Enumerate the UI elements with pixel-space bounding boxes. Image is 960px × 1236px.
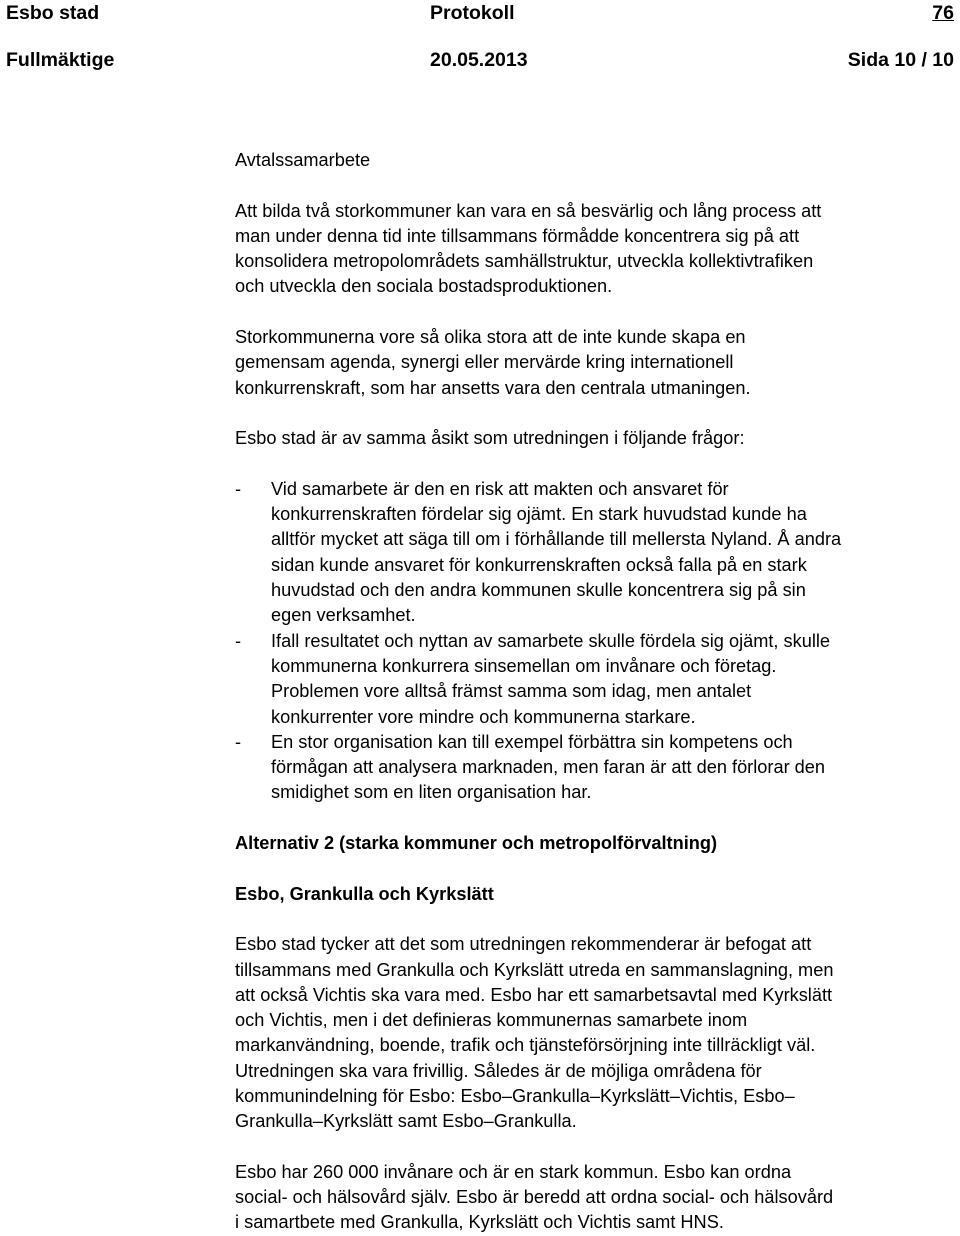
paragraph-line: kommunindelning för Esbo: Esbo–Grankulla–Kyrkslätt–Vichtis, Esbo– [235,1085,795,1106]
header-page-count: Sida 10 / 10 [847,49,954,71]
paragraph-line: man under denna tid inte tillsammans förmådde koncentrera sig på att [235,225,800,246]
bullet-item [235,730,960,806]
section-heading-alternativ-2: Alternativ 2 (starka kommuner och metropolförvaltning) [235,833,718,854]
paragraph-2 [235,325,960,401]
paragraph-line: i samartbete med Grankulla, Kyrkslätt och Vichtis samt HNS. [235,1212,724,1233]
paragraph-line: Storkommunerna vore så olika stora att de inte kunde skapa en [235,327,746,348]
bullet-line: En stor organisation kan till exempel förbättra sin kompetens och [271,731,793,752]
bullet-line: smidighet som en liten organisation har. [271,782,592,803]
document-header-row-1 [0,0,960,26]
paragraph-1 [235,199,960,300]
bullet-line: Problemen vore alltså främst samma som idag, men antalet [271,681,752,702]
paragraph-3: Esbo stad är av samma åsikt som utredningen i följande frågor: [235,428,745,449]
bullet-line: konkurrenskraften fördelar sig ojämt. En stark huvudstad kunde ha [271,504,807,525]
bullet-item [235,629,960,730]
bullet-line: huvudstad och den andra kommunen skulle koncentrera sig på sin [271,580,806,601]
bullet-line: Vid samarbete är den en risk att makten och ansvaret för [271,478,729,499]
paragraph-5 [235,1160,960,1236]
paragraph-line: Att bilda två storkommuner kan vara en så besvärlig och lång process att [235,200,822,221]
document-header-row-2 [0,47,960,73]
bullet-line: alltför mycket att säga till om i förhållande till mellersta Nyland. Å andra [271,529,842,550]
document-body [235,148,960,1236]
bullet-line: kommunerna konkurrera sinsemellan om invånare och företag. [271,655,777,676]
section-heading-esbo-grankulla-kyrkslatt: Esbo, Grankulla och Kyrkslätt [235,883,494,904]
bullet-line: Ifall resultatet och nyttan av samarbete skulle fördela sig ojämt, skulle [271,630,831,651]
paragraph-line: Grankulla–Kyrkslätt samt Esbo–Grankulla. [235,1111,577,1132]
bullet-line: sidan kunde ansvaret för konkurrenskraften också falla på en stark [271,554,807,575]
paragraph-line: och utveckla den sociala bostadsproduktionen. [235,276,613,297]
paragraph-line: Esbo har 260 000 invånare och är en stark kommun. Esbo kan ordna [235,1161,792,1182]
paragraph-line: konsolidera metropolområdets samhällstruktur, utveckla kollektivtrafiken [235,251,814,272]
bullet-line: egen verksamhet. [271,605,416,626]
paragraph-line: gemensam agenda, synergi eller mervärde kring internationell [235,352,734,373]
header-organization: Esbo stad [6,2,100,24]
paragraph-line: tillsammans med Grankulla och Kyrkslätt utreda en sammanslagning, men [235,959,834,980]
bullet-dash: - [235,630,242,651]
paragraph-line: markanvändning, boende, trafik och tjänsteförsörjning inte tillräckligt väl. [235,1035,816,1056]
header-document-type: Protokoll [430,2,515,24]
paragraph-line: att också Vichtis ska vara med. Esbo har ett samarbetsavtal med Kyrkslätt [235,984,833,1005]
bullet-dash: - [235,478,242,499]
paragraph-line: Esbo stad tycker att det som utredningen rekommenderar är befogat att [235,934,812,955]
paragraph-line: social- och hälsovård själv. Esbo är beredd att ordna social- och hälsovård [235,1187,834,1208]
paragraph-line: Utredningen ska vara frivillig. Således är de möjliga områdena för [235,1060,762,1081]
header-body-name: Fullmäktige [6,49,115,71]
header-date: 20.05.2013 [430,49,528,71]
bullet-dash: - [235,731,242,752]
bullet-item [235,477,960,629]
bullet-line: konkurrenter vore mindre och kommunerna starkare. [271,706,696,727]
section-heading-avtalssamarbete: Avtalssamarbete [235,150,371,170]
bullet-line: förmågan att analysera marknaden, men faran är att den förlorar den [271,757,826,778]
paragraph-line: konkurrenskraft, som har ansetts vara den centrala utmaningen. [235,377,751,398]
bullet-list [235,477,960,806]
header-page-number: 76 [932,2,954,24]
paragraph-4 [235,932,960,1134]
paragraph-line: och Vichtis, men i det definieras kommunernas samarbete inom [235,1010,748,1031]
